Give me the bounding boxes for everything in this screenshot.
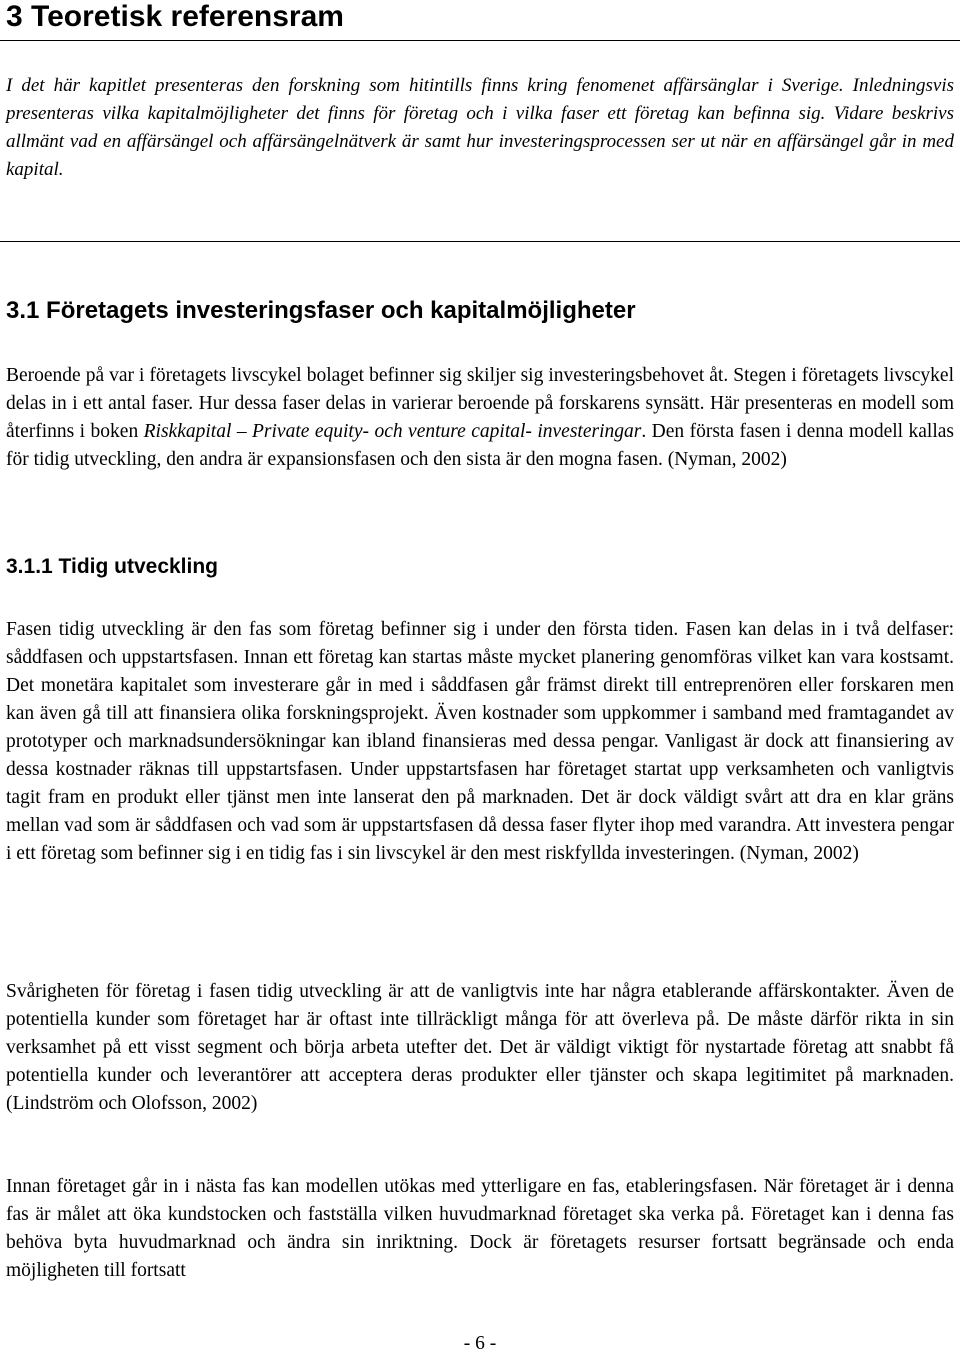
page-number: - 6 - <box>463 1333 497 1354</box>
body-paragraph: Fasen tidig utveckling är den fas som företag befinner sig i under den första tiden. Fasen kan delas in i två delfaser: såddfasen och uppstartsfasen. Innan ett företag kan startas måste mycket planering genomföras vilket kan vara kostsamt. Det monetära kapitalet som investerare går in med i såddfasen går främst direkt till entreprenören eller forskaren men kan även gå till att finansiera olika forskningsprojekt. Även kostnader som uppkommer i samband med framtagandet av prototyper och marknadsundersökningar kan ibland finansieras med dessa pengar. Vanligast är dock att finansiering av dessa kostnader räknas till uppstartsfasen. Under uppstartsfasen har företaget startat upp verksamheten och vanligtvis tagit fram en produkt eller tjänst men inte lanserat den på marknaden. Det är dock väldigt svårt att dra en klar gräns mellan vad som är såddfasen och vad som är uppstartsfasen då dessa faser flyter ihop med varandra. Att investera pengar i ett företag som befinner sig i en tidig fas i sin livscykel är den mest riskfyllda investeringen. (Nyman, 2002) <box>6 619 954 864</box>
top-divider <box>0 40 960 41</box>
chapter-heading: 3 Teoretisk referensram <box>6 0 344 33</box>
book-title-reference: Riskkapital – Private equity- och venture capital- investeringar <box>143 421 642 442</box>
body-paragraph: Svårigheten för företag i fasen tidig utveckling är att de vanligtvis inte har några etablerande affärskontakter. Även de potentiella kunder som företaget har är oftast inte tillräckligt många för att överleva på. De måste därför rikta in sin verksamhet på ett visst segment och börja arbeta utefter det. Det är väldigt viktigt för nystartade företag att snabbt få potentiella kunder och leverantörer att acceptera deras produkter eller tjänster och skapa legitimitet på marknaden. (Lindström och Olofsson, 2002) <box>6 981 954 1114</box>
intro-divider <box>0 241 960 242</box>
intro-paragraph: I det här kapitlet presenteras den forskning som hitintills finns kring fenomenet affärsänglar i Sverige. Inledningsvis presenteras vilka kapitalmöjligheter det finns för företag och i vilka faser ett företag kan befinna sig. Vidare beskrivs allmänt vad en affärsängel och affärsängelnätverk är samt hur investeringsprocessen ser ut när en affärsängel går in med kapital. <box>6 75 954 180</box>
section-paragraph <box>6 362 954 474</box>
section-paragraph-text-end: . Den första fasen i denna modell kallas för tidig utveckling, den andra är expansionsfasen och den sista är den mogna fasen. (Nyman, 2002) <box>6 421 955 470</box>
subsection-heading: 3.1.1 Tidig utveckling <box>6 555 219 578</box>
section-heading: 3.1 Företagets investeringsfaser och kapitalmöjligheter <box>6 297 636 324</box>
body-paragraph: Innan företaget går in i nästa fas kan modellen utökas med ytterligare en fas, etableringsfasen. När företaget är i denna fas är målet att öka kundstocken och fastställa vilken huvudmarknad företaget ska verka på. Företaget kan i denna fas behöva byta huvudmarknad och ändra sin inriktning. Dock är företagets resurser fortsatt begränsade och enda möjligheten till fortsatt <box>6 1176 954 1281</box>
section-paragraph-text: Beroende på var i företagets livscykel bolaget befinner sig skiljer sig investeringsbehovet åt. Stegen i företagets livscykel delas in i ett antal faser. Hur dessa faser delas in varierar beroende på forskarens synsätt. Här presenteras en modell som återfinns i boken <box>6 365 954 442</box>
